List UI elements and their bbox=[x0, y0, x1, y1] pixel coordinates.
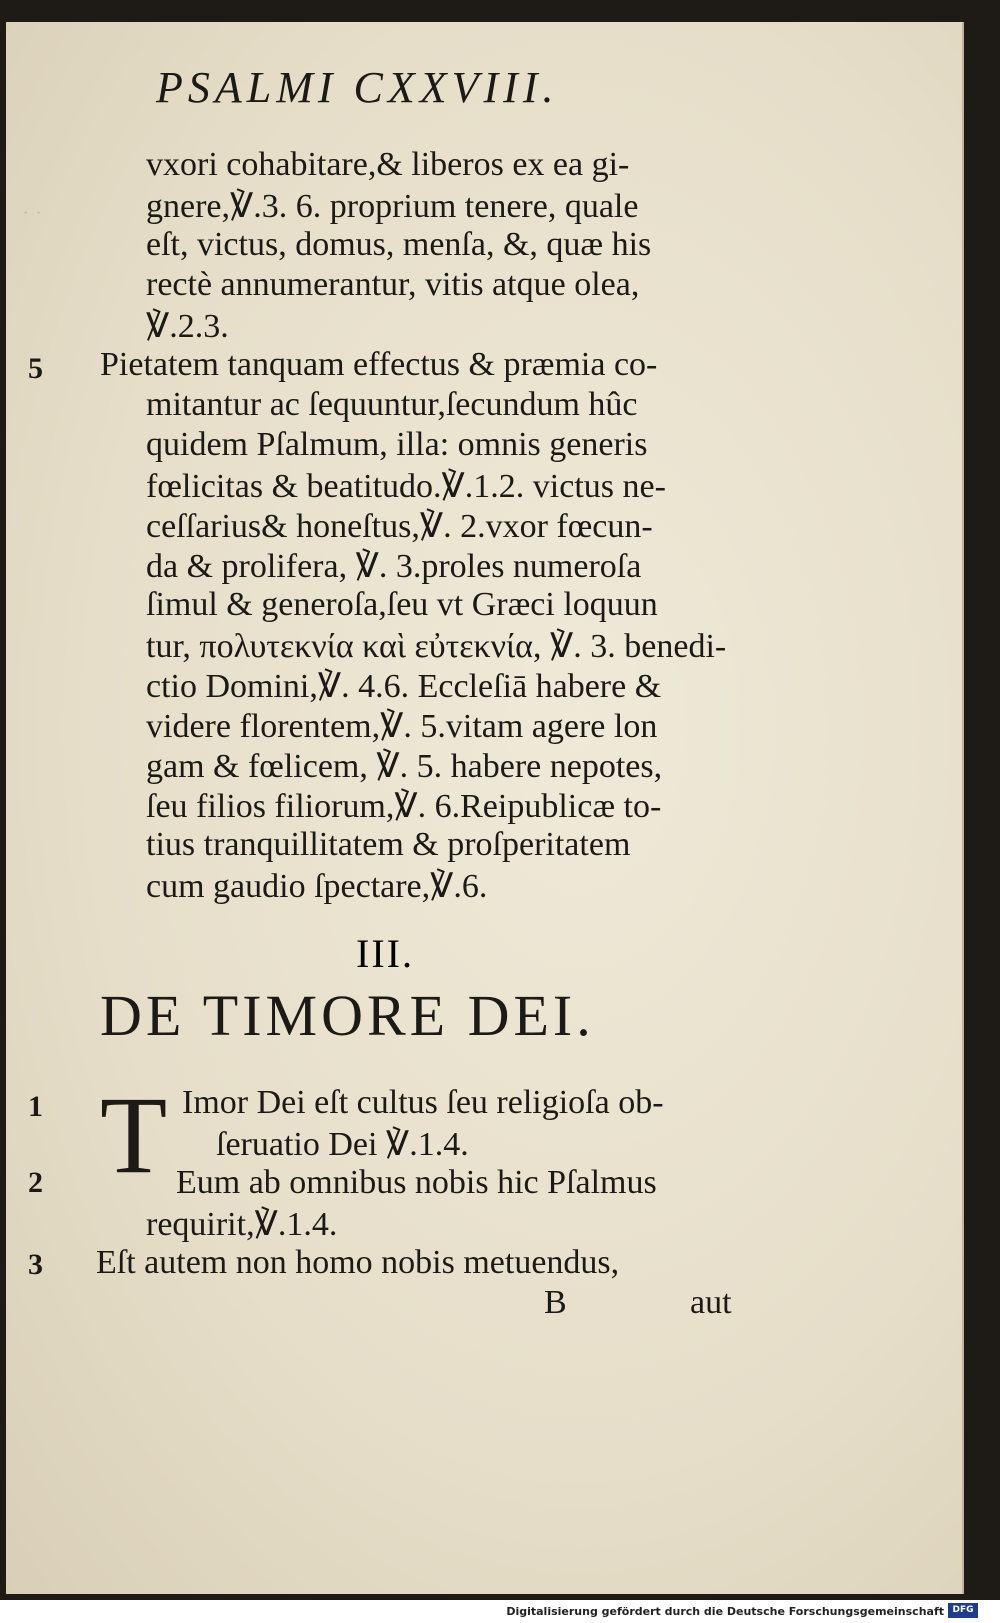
text-line: requirit,℣.1.4. bbox=[146, 1206, 338, 1243]
margin-number: 3 bbox=[28, 1248, 43, 1281]
signature-mark: B bbox=[544, 1284, 567, 1321]
text-line: cum gaudio ſpectare,℣.6. bbox=[146, 868, 488, 905]
text-line: fœlicitas & beatitudo.℣.1.2. victus ne- bbox=[146, 468, 666, 505]
text-line: da & prolifera, ℣. 3.proles numeroſa bbox=[146, 548, 642, 585]
text-line: gnere,℣.3. 6. proprium tenere, quale bbox=[146, 188, 639, 225]
text-line: Imor Dei eſt cultus ſeu religioſa ob- bbox=[182, 1084, 664, 1121]
text-line: gam & fœlicem, ℣. 5. habere nepotes, bbox=[146, 748, 663, 785]
text-line: Eum ab omnibus nobis hic Pſalmus bbox=[176, 1164, 657, 1201]
text-line: rectè annumerantur, vitis atque olea, bbox=[146, 266, 640, 303]
dfg-logo: DFG bbox=[948, 1603, 978, 1618]
section-title: DE TIMORE DEI. bbox=[100, 983, 595, 1048]
text-line: ceſſarius& honeſtus,℣. 2.vxor fœcun- bbox=[146, 508, 653, 545]
text-line: ctio Domini,℣. 4.6. Eccleſiā habere & bbox=[146, 668, 662, 705]
text-line: mitantur ac ſequuntur,ſecundum hûc bbox=[146, 386, 638, 423]
text-line: ſeruatio Dei ℣.1.4. bbox=[216, 1126, 469, 1163]
section-number: III. bbox=[356, 931, 414, 976]
text-line: quidem Pſalmum, illa: omnis generis bbox=[146, 426, 648, 463]
text-line: ℣.2.3. bbox=[146, 308, 229, 345]
text-line: Pietatem tanquam effectus & præmia co- bbox=[100, 346, 658, 383]
text-line: tius tranquillitatem & proſperitatem bbox=[146, 826, 631, 863]
text-line: Eſt autem non homo nobis metuendus, bbox=[96, 1244, 620, 1281]
text-line: ſeu filios filiorum,℣. 6.Reipublicæ to- bbox=[146, 788, 662, 825]
drop-capital: T bbox=[100, 1074, 168, 1196]
catchword: aut bbox=[690, 1284, 732, 1321]
margin-number: 2 bbox=[28, 1166, 43, 1199]
margin-number: 5 bbox=[28, 352, 43, 385]
text-line: vxori cohabitare,& liberos ex ea gi- bbox=[146, 146, 630, 183]
text-line: tur, πολυτεκνία καὶ εὐτεκνία, ℣. 3. benedi- bbox=[146, 628, 727, 665]
footer-credit: Digitalisierung gefördert durch die Deutsche Forschungsgemeinschaft bbox=[506, 1605, 944, 1618]
text-line: videre florentem,℣. 5.vitam agere lon bbox=[146, 708, 658, 745]
text-line: ſimul & generoſa,ſeu vt Græci loquun bbox=[146, 586, 658, 623]
text-line: eſt, victus, domus, menſa, &, quæ his bbox=[146, 226, 652, 263]
show-through: · · bbox=[22, 200, 43, 225]
margin-number: 1 bbox=[28, 1090, 43, 1123]
running-title: PSALMI CXXVIII. bbox=[156, 63, 559, 112]
